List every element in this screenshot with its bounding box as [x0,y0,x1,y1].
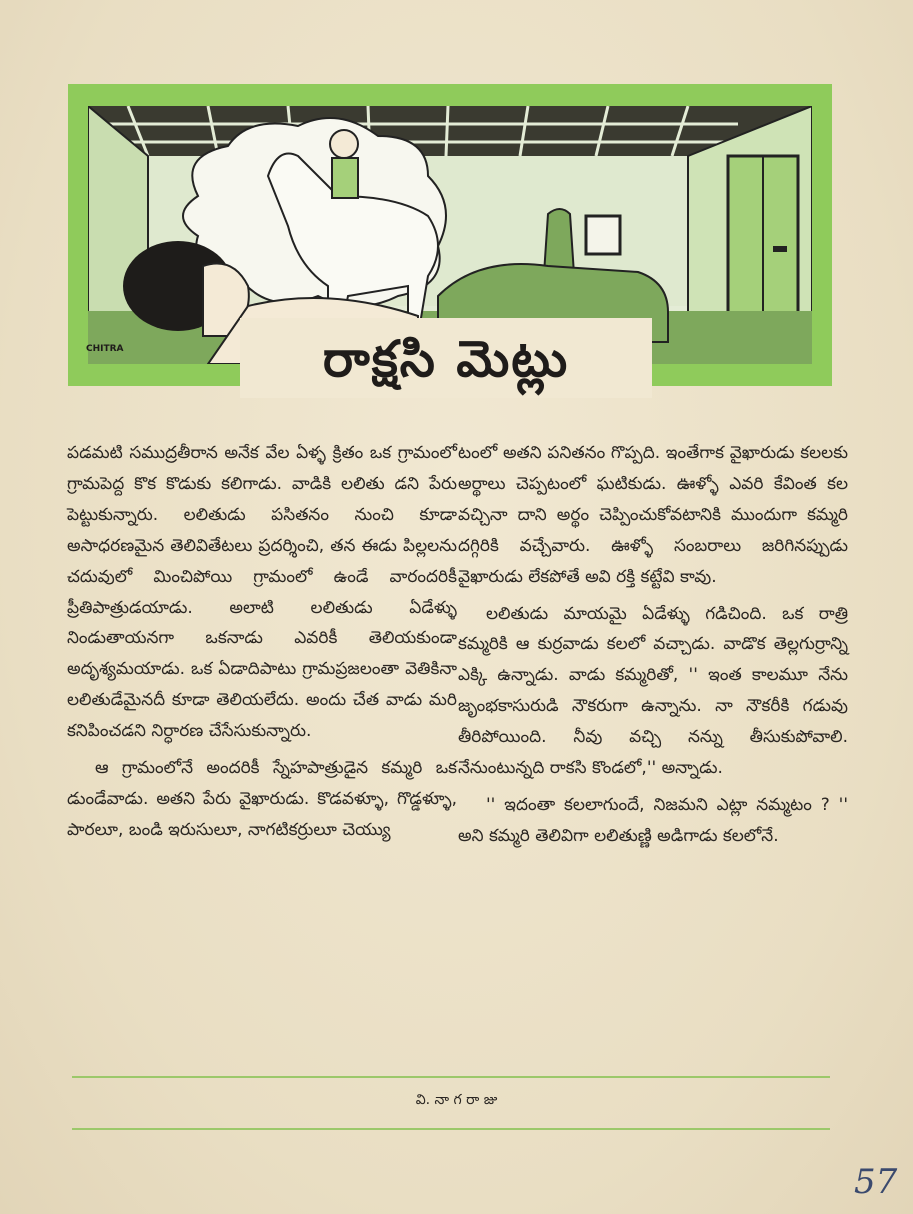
text-column-left [67,438,457,852]
paragraph: టంలో అతని పనితనం గొప్పది. ఇంతేగాక వైఖారుడు కలలకు అర్థాలు చెప్పటంలో ఘటికుడు. ఊళ్ళో ఎవరి కేవింత కల వచ్చినా దాని అర్థం చెప్పించుకోవటానికి ముందుగా కమ్మరి దగ్గిరికి వచ్చేవారు. ఊళ్ళో సంబరాలు జరిగినప్పుడు వైఖారుడు లేకపోతే అవి రక్తి కట్టేవి కావు. [458,443,848,587]
text-column-right [458,438,848,858]
paragraph: ఆ గ్రామంలోనే అందరికీ స్నేహపాత్రుడైన కమ్మరి ఒక డుండేవాడు. అతని పేరు వైఖారుడు. కొడవళ్ళూ, గొడ్డళ్ళూ, పారలూ, బండి ఇరుసులూ, నాగటికర్రులూ చెయ్యు [67,758,457,840]
paragraph: పడమటి సముద్రతీరాన అనేక వేల ఏళ్ళ క్రితం ఒక గ్రామంలో గ్రామపెద్ద కొక కొడుకు కలిగాడు. వాడికి లలితు డని పేరు పెట్టుకున్నారు. లలితుడు పసితనం నుంచి కూడా అసాధరణమైన తెలివితేటలు ప్రదర్శించి, తన ఈడు పిల్లలను చదువులో మించిపోయి గ్రామంలో ఉండే వారందరికీ ప్రీతిపాత్రుడయాడు. అలాటి లలితుడు ఏడేళ్ళు నిండుతాయనగా ఒకనాడు ఎవరికీ తెలియకుండా అదృశ్యమయాడు. ఒక ఏడాదిపాటు గ్రామప్రజలంతా వెతికినా లలితుడేమైనదీ కూడా తెలియలేదు. అందు చేత వాడు మరి కనిపించడని నిర్ధారణ చేసేసుకున్నారు. [67,443,457,742]
ceiling [88,106,812,156]
divider-top [72,1076,830,1078]
wall-mirror [586,216,620,254]
page-number: 57 [854,1162,898,1202]
divider-bottom [72,1128,830,1130]
paragraph: లలితుడు మాయమై ఏడేళ్ళు గడిచింది. ఒక రాత్రి కమ్మరికి ఆ కుర్రవాడు కలలో వచ్చాడు. వాడొక తెల్లగుర్రాన్ని ఎక్కి ఉన్నాడు. వాడు కమ్మరితో, '' ఇంత కాలమూ నేను జృంభకాసురుడి నౌకరుగా ఉన్నాను. నా నౌకరీకి గడువు తీరిపోయింది. నీవు వచ్చి నన్ను తీసుకుపోవాలి. నేనుంటున్నది రాకసి కొండలో,'' అన్నాడు. [458,603,848,779]
boy-head [330,130,358,158]
paragraph: '' ఇదంతా కలలాగుందే, నిజమని ఎట్లా నమ్మటం ? '' అని కమ్మరి తెలివిగా లలితుణ్ణి అడిగాడు కలలోనే. [458,794,848,846]
illustrator-signature: CHITRA [86,344,124,354]
boy-body [332,158,358,198]
door-latch [773,246,787,252]
hanging-cloth [544,209,574,274]
author-credit: వి. నా గ రా జు [415,1092,498,1108]
story-title: రాక్షసి మెట్లు [322,329,570,388]
